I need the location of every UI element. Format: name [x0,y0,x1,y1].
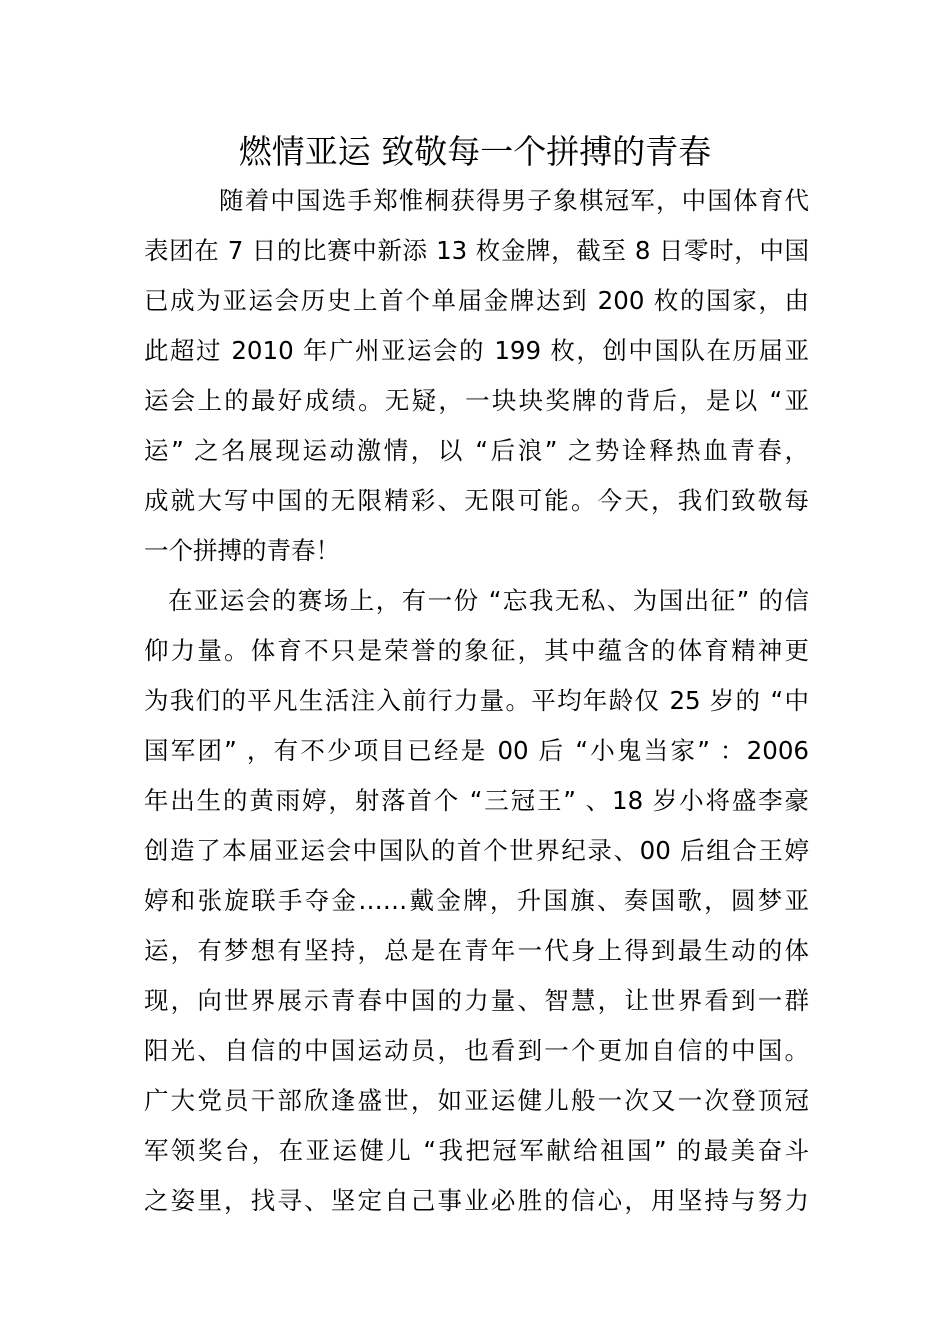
paragraph-line: 运会上的最好成绩。无疑，一块块奖牌的背后，是以 “亚 [144,386,809,415]
paragraph-line: 为我们的平凡生活注入前行力量。平均年龄仅 25 岁的 “中 [144,686,809,715]
paragraph-line: 随着中国选手郑惟桐获得男子象棋冠军，中国体育代 [219,186,809,215]
paragraph-line: 表团在 7 日的比赛中新添 13 枚金牌，截至 8 日零时，中国 [144,236,809,265]
paragraph-2 [144,576,809,1226]
paragraph-line: 创造了本届亚运会中国队的首个世界纪录、00 后组合王婷 [144,836,809,865]
paragraph-line: 军领奖台，在亚运健儿 “我把冠军献给祖国” 的最美奋斗 [144,1136,809,1165]
paragraph-line: 国军团” ，有不少项目已经是 00 后 “小鬼当家” ：2006 [144,736,809,765]
paragraph-line: 年出生的黄雨婷，射落首个 “三冠王” 、18 岁小将盛李豪 [144,786,809,815]
paragraph-line: 婷和张旋联手夺金……戴金牌，升国旗、奏国歌，圆梦亚 [144,886,809,915]
paragraph-line: 阳光、自信的中国运动员，也看到一个更加自信的中国。 [144,1036,809,1065]
paragraph-line: 运” 之名展现运动激情，以 “后浪” 之势诠释热血青春， [144,436,809,465]
paragraph-line: 已成为亚运会历史上首个单届金牌达到 200 枚的国家，由 [144,286,809,315]
paragraph-line: 仰力量。体育不只是荣誉的象征，其中蕴含的体育精神更 [144,636,809,665]
paragraph-line: 广大党员干部欣逢盛世，如亚运健儿般一次又一次登顶冠 [144,1086,809,1115]
paragraph-line: 运，有梦想有坚持，总是在青年一代身上得到最生动的体 [144,936,809,965]
paragraph-line: 此超过 2010 年广州亚运会的 199 枚，创中国队在历届亚 [144,336,809,365]
paragraph-line: 现，向世界展示青春中国的力量、智慧，让世界看到一群 [144,986,809,1015]
paragraph-line: 在亚运会的赛场上，有一份 “忘我无私、为国出征” 的信 [168,586,809,615]
paragraph-1 [144,176,809,576]
paragraph-line: 之姿里，找寻、坚定自己事业必胜的信心，用坚持与努力 [144,1186,809,1215]
document-body [144,176,809,1226]
paragraph-line: 一个拼搏的青春！ [144,536,340,565]
document-title: 燃情亚运 致敬每一个拼搏的青春 [238,132,712,171]
paragraph-line: 成就大写中国的无限精彩、无限可能。今天，我们致敬每 [144,486,809,515]
